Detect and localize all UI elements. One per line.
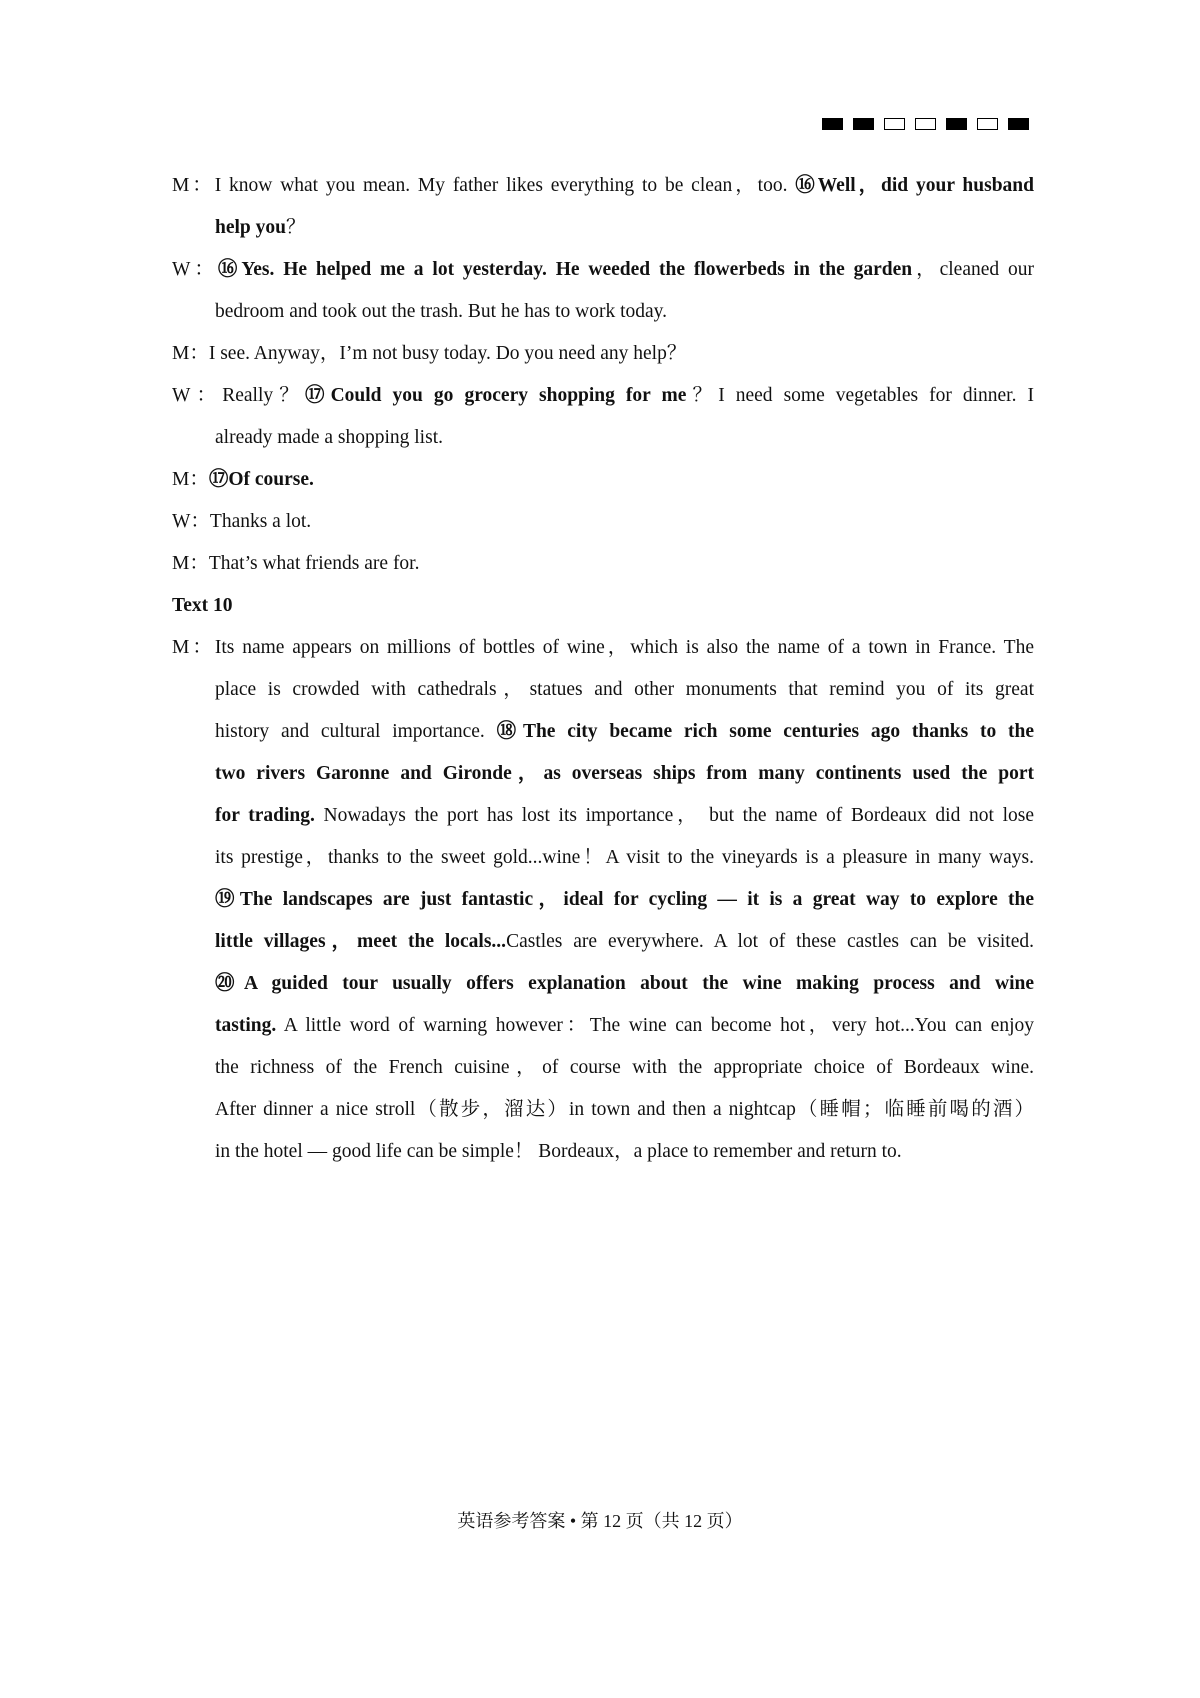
passage-line [172, 1005, 1034, 1047]
hollow-mark [884, 118, 905, 130]
dialogue-line [172, 459, 1034, 501]
filled-mark [853, 118, 874, 130]
dialogue-line [172, 249, 1034, 291]
dialogue-line: bedroom and took out the trash. But he has to work today. [215, 301, 668, 322]
line-text: Castles are everywhere. A lot of these castles can be visited. [506, 931, 1034, 952]
speaker-label: W： [172, 511, 210, 532]
dialogue-line [172, 207, 1034, 249]
speaker-label: M： [172, 637, 215, 658]
answer-highlight: ⑳A guided tour usually offers explanation about the wine making process and wine [215, 973, 1034, 994]
passage-line: After dinner a nice stroll（散步，溜达）in town and then a nightcap（睡帽；临睡前喝的酒） [215, 1099, 1034, 1120]
section-heading: Text 10 [172, 595, 233, 616]
line-text: Nowadays the port has lost its importance， but the name of Bordeaux did not lose [314, 805, 1034, 826]
passage-line: in the hotel — good life can be simple！ Bordeaux，a place to remember and return to. [215, 1141, 902, 1162]
answer-highlight: two rivers Garonne and Gironde，as overseas ships from many continents used the port [215, 763, 1034, 784]
answer-highlight: little villages，meet the locals... [215, 931, 507, 952]
line-text: I see. Anyway，I’m not busy today. Do you need any help？ [208, 343, 687, 364]
line-text: I know what you mean. My father likes everything to be clean，too. [214, 175, 796, 196]
answer-text [172, 165, 1034, 1173]
answer-highlight: ⑰Could you go grocery shopping for me [304, 385, 687, 406]
answer-highlight: for trading. [215, 805, 315, 826]
dialogue-line [172, 333, 1034, 375]
answer-highlight: ⑰Of course. [208, 469, 314, 490]
speaker-label: W： [172, 259, 218, 280]
line-text: ，cleaned our [912, 259, 1034, 280]
filled-mark [946, 118, 967, 130]
answer-highlight: ⑯Yes. He helped me a lot yesterday. He weeded the flowerbeds in the garden [217, 259, 913, 280]
hollow-mark [915, 118, 936, 130]
page-footer: 英语参考答案 • 第 12 页（共 12 页） [457, 1511, 743, 1531]
line-text: A little word of warning however：The wine can become hot，very hot...You can enjoy [276, 1015, 1034, 1036]
speaker-label: M： [172, 175, 215, 196]
speaker-label: W： [172, 385, 223, 406]
line-text: ？ [285, 217, 306, 238]
line-text: Really？ [222, 385, 305, 406]
answer-highlight: tasting. [215, 1015, 277, 1036]
speaker-label: M： [172, 553, 209, 574]
line-text: That’s what friends are for. [208, 553, 420, 574]
passage-line [172, 963, 1034, 1005]
passage-line: place is crowded with cathedrals，statues and other monuments that remind you of its great [215, 679, 1034, 700]
answer-highlight: ⑲The landscapes are just fantastic，ideal for cycling — it is a great way to explore the [215, 889, 1034, 910]
answer-highlight: ⑯Well，did your husband [795, 175, 1034, 196]
passage-line [172, 921, 1034, 963]
dialogue-line: already made a shopping list. [215, 427, 443, 448]
line-text: history and cultural importance. [215, 721, 497, 742]
dialogue-line [172, 543, 1034, 585]
speaker-label: M： [172, 469, 209, 490]
line-text: Its name appears on millions of bottles of wine，which is also the name of a town in France. The [214, 637, 1034, 658]
passage-line [172, 795, 1034, 837]
passage-line: the richness of the French cuisine，of course with the appropriate choice of Bordeaux wine. [215, 1057, 1034, 1078]
filled-mark [1008, 118, 1029, 130]
passage-line: its prestige，thanks to the sweet gold...wine！A visit to the vineyards is a pleasure in many ways. [215, 847, 1034, 868]
answer-highlight: ⑱The city became rich some centuries ago thanks to the [496, 721, 1035, 742]
filled-mark [822, 118, 843, 130]
dialogue-line [172, 375, 1034, 417]
dialogue-line [172, 501, 1034, 543]
passage-line [172, 711, 1034, 753]
passage-line [172, 879, 1034, 921]
line-text: ？I need some vegetables for dinner. I [686, 385, 1034, 406]
line-text: Thanks a lot. [209, 511, 312, 532]
header-marks [822, 118, 1029, 130]
answer-highlight: help you [215, 217, 286, 238]
passage-line [172, 627, 1034, 669]
speaker-label: M： [172, 343, 209, 364]
hollow-mark [977, 118, 998, 130]
dialogue-line [172, 165, 1034, 207]
passage-line [172, 753, 1034, 795]
